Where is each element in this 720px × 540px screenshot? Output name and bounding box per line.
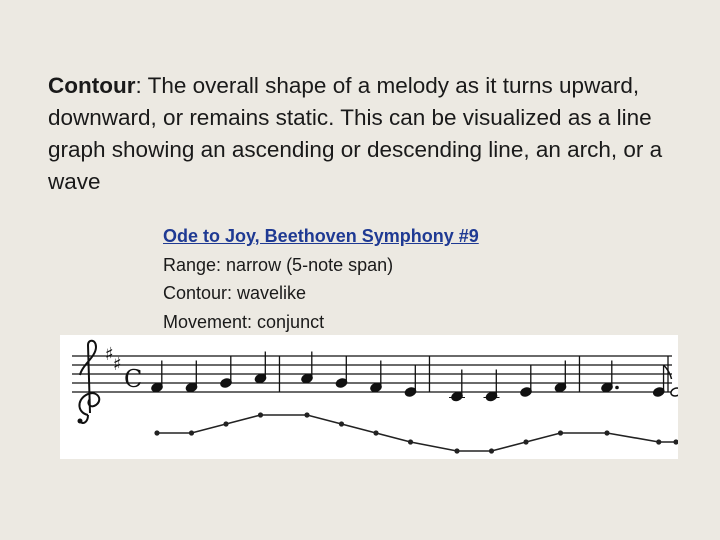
contour-line: [157, 415, 676, 451]
contour-point: [523, 439, 528, 444]
contour-point: [304, 412, 309, 417]
contour-point: [656, 439, 661, 444]
range-text: Range: narrow (5-note span): [163, 254, 394, 275]
svg-text:♯: ♯: [113, 354, 122, 375]
contour-point: [258, 412, 263, 417]
contour-point: [189, 430, 194, 435]
contour-point: [604, 430, 609, 435]
music-score-figure: [60, 335, 678, 459]
key-signature-sharps: [105, 344, 122, 375]
movement-text: Movement: conjunct: [163, 311, 325, 332]
contour-point: [339, 421, 344, 426]
notes: [151, 352, 678, 402]
definition-term: Contour: [48, 73, 136, 98]
note-head: [670, 387, 678, 398]
note-dot: [615, 386, 619, 390]
svg-text:♯: ♯: [105, 344, 114, 365]
contour-point: [154, 430, 159, 435]
contour-line-graph: [154, 412, 678, 453]
contour-point: [489, 448, 494, 453]
contour-point: [408, 439, 413, 444]
contour-point: [373, 430, 378, 435]
time-signature: C: [124, 365, 143, 393]
contour-point: [454, 448, 459, 453]
example-info: [163, 222, 479, 336]
contour-definition: [48, 70, 688, 198]
contour-point: [673, 439, 678, 444]
contour-text: Contour: wavelike: [163, 283, 307, 303]
contour-point: [558, 430, 563, 435]
definition-text: : The overall shape of a melody as it turns upward, downward, or remains static. This can be visualized as a line graph showing an ascending or descending line, an arch, or a wave: [48, 73, 663, 194]
example-title-link[interactable]: Ode to Joy, Beethoven Symphony #9: [163, 226, 479, 246]
score-svg: [60, 335, 678, 459]
treble-clef-icon: [78, 341, 100, 424]
contour-point: [223, 421, 228, 426]
